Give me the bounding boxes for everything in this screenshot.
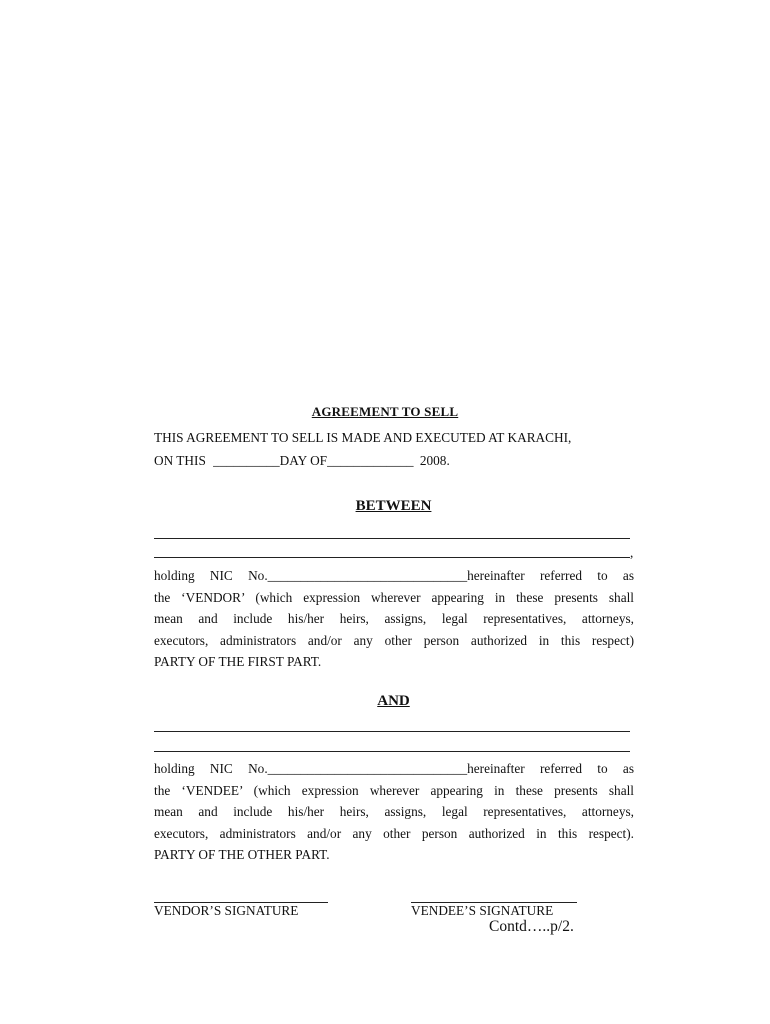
on-this-label: ON THIS [154,453,206,468]
vendor-paragraph [154,565,634,673]
day-of-label: DAY OF [279,453,328,468]
continued-note: Contd…..p/2. [489,918,574,935]
vendee-name-line-2 [154,751,630,752]
vendor-text-line: executors, administrators and/or any other person authorized in this respect) [154,632,634,648]
vendor-text-line: mean and include his/her heirs, assigns, legal representatives, attorneys, [154,611,634,626]
month-blank: _____________ [327,453,414,468]
vendee-name-line-1 [154,731,630,732]
and-heading: AND [377,693,410,709]
vendee-party-line: PARTY OF THE OTHER PART. [154,847,330,862]
vendee-text-line: executors, administrators and/or any other person authorized in this respect). [154,825,634,841]
intro-line-2 [154,453,450,469]
vendor-name-line-1 [154,538,630,539]
vendor-signature-label: VENDOR’S SIGNATURE [154,903,299,918]
intro-line-1: THIS AGREEMENT TO SELL IS MADE AND EXECUTED AT KARACHI, [154,430,572,445]
vendee-text-line: holding NIC No.______________________________hereinafter referred to as [154,761,634,776]
vendee-text-line: mean and include his/her heirs, assigns, legal representatives, attorneys, [154,804,634,819]
vendor-text-line: holding NIC No.______________________________hereinafter referred to as [154,568,634,583]
vendor-party-line: PARTY OF THE FIRST PART. [154,654,322,669]
vendor-name-comma: , [630,545,634,560]
vendee-text-line: the ‘VENDEE’ (which expression wherever appearing in these presents shall [154,782,634,798]
document-title: AGREEMENT TO SELL [311,404,459,419]
between-heading: BETWEEN [355,498,432,514]
vendee-paragraph [154,758,634,866]
year-text: 2008. [419,453,450,468]
vendee-signature-label: VENDEE’S SIGNATURE [411,903,554,918]
vendor-text-line: the ‘VENDOR’ (which expression wherever appearing in these presents shall [154,589,634,605]
vendor-name-line-2 [154,557,630,558]
day-blank: __________ [213,453,280,468]
